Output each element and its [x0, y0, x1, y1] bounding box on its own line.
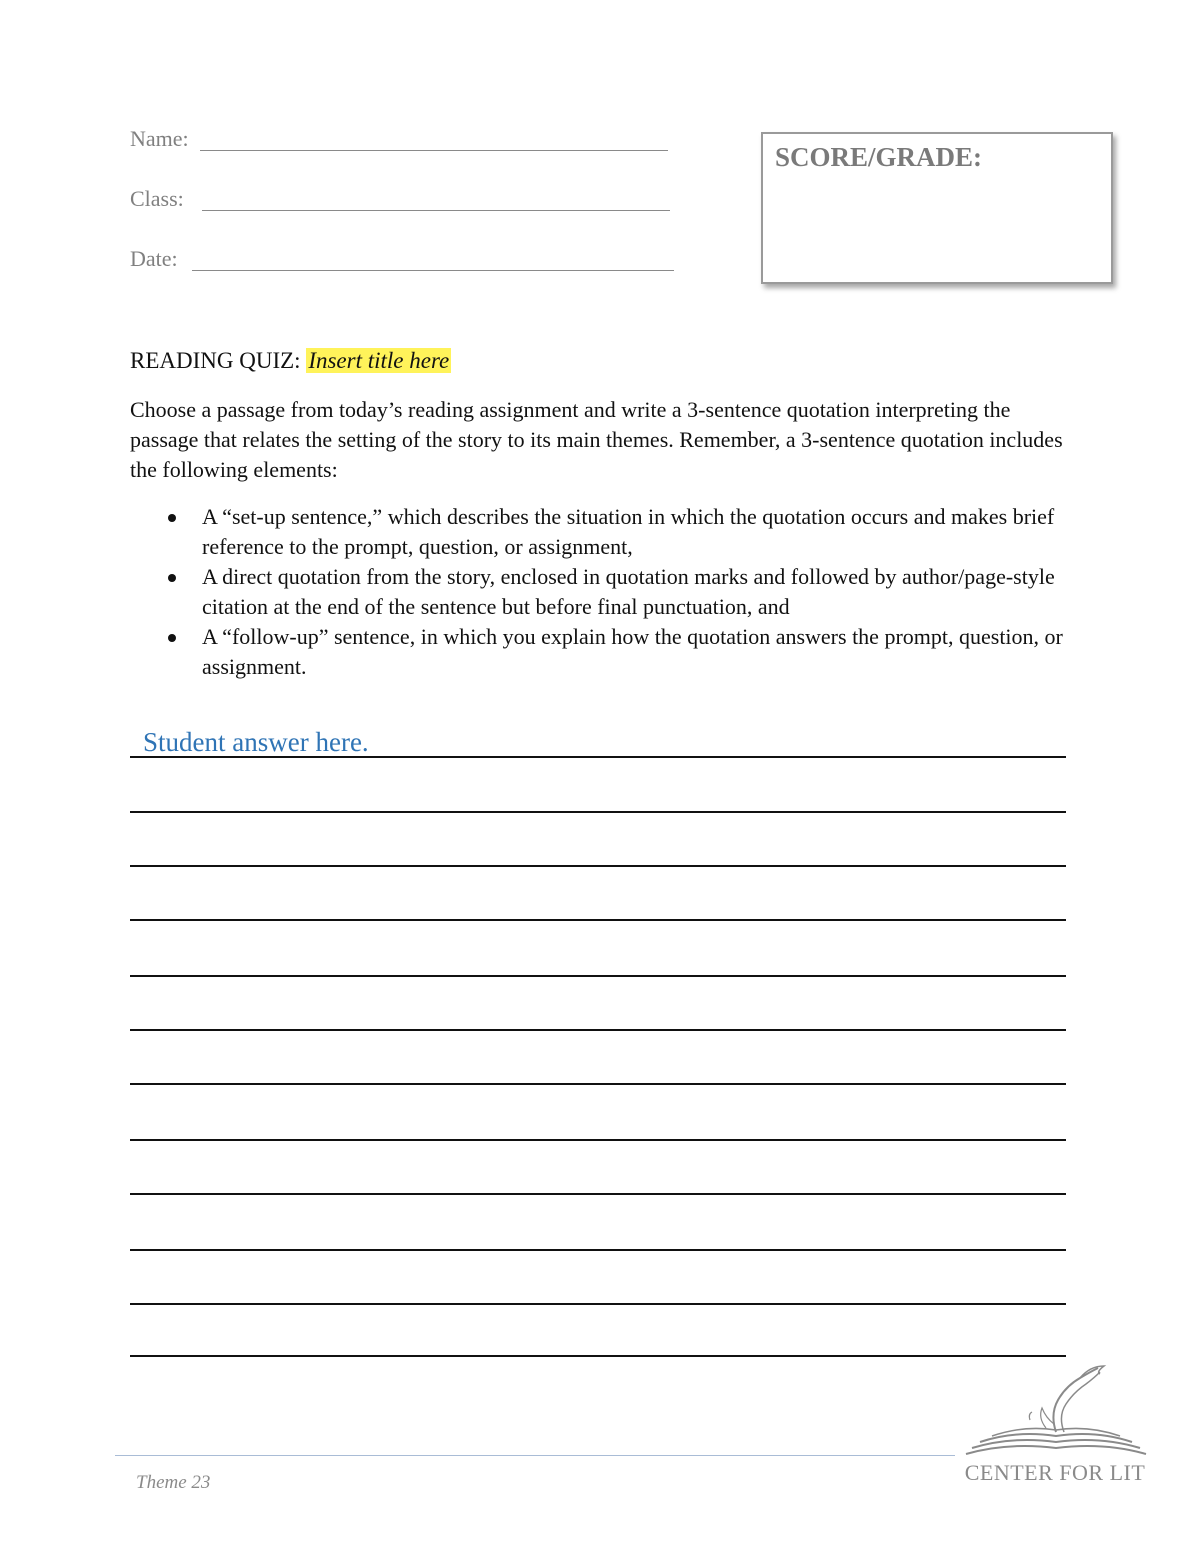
instructions-paragraph: Choose a passage from today’s reading assignment and write a 3-sentence quotation interpreting the passage that relates the setting of the story to its main themes. Remember, a 3-sentence quotation includes the following elements:	[130, 397, 1063, 482]
list-item	[130, 622, 1070, 682]
footer-divider	[115, 1455, 955, 1456]
answer-line[interactable]	[130, 1083, 1066, 1085]
elements-list	[130, 502, 1070, 682]
answer-line[interactable]	[130, 1303, 1066, 1305]
quiz-title-placeholder[interactable]: Insert title here	[308, 348, 450, 373]
list-item-text: A “follow-up” sentence, in which you explain how the quotation answers the prompt, question, or assignment.	[202, 624, 1063, 679]
answer-line[interactable]	[130, 975, 1066, 977]
answer-line[interactable]	[130, 865, 1066, 867]
list-item	[130, 502, 1070, 562]
date-label: Date:	[130, 246, 178, 271]
bullet-icon	[168, 514, 176, 522]
score-grade-label: SCORE/GRADE:	[775, 142, 983, 172]
bullet-icon	[168, 574, 176, 582]
answer-line[interactable]	[130, 811, 1066, 813]
answer-line[interactable]	[130, 1249, 1066, 1251]
answer-line[interactable]	[130, 1355, 1066, 1357]
answer-line[interactable]	[130, 756, 1066, 758]
quiz-title-prefix: READING QUIZ:	[130, 348, 307, 373]
center-for-lit-logo-text: CENTER FOR LIT	[964, 1460, 1146, 1485]
quiz-title	[130, 348, 451, 374]
footer-theme-label: Theme 23	[136, 1472, 211, 1493]
date-input-line[interactable]	[192, 270, 674, 271]
answer-line[interactable]	[130, 919, 1066, 921]
list-item-text: A direct quotation from the story, enclosed in quotation marks and followed by author/page-style citation at the end of the sentence but before final punctuation, and	[202, 564, 1055, 619]
class-label: Class:	[130, 186, 184, 211]
student-answer-placeholder[interactable]: Student answer here.	[143, 727, 369, 757]
answer-line[interactable]	[130, 1139, 1066, 1141]
bullet-icon	[168, 634, 176, 642]
name-input-line[interactable]	[200, 150, 668, 151]
answer-line[interactable]	[130, 1029, 1066, 1031]
answer-line[interactable]	[130, 1193, 1066, 1195]
score-grade-box[interactable]	[761, 132, 1113, 284]
list-item	[130, 562, 1070, 622]
class-input-line[interactable]	[202, 210, 670, 211]
list-item-text: A “set-up sentence,” which describes the situation in which the quotation occurs and makes brief reference to the prompt, question, or assignment,	[202, 504, 1055, 559]
name-label: Name:	[130, 126, 189, 151]
